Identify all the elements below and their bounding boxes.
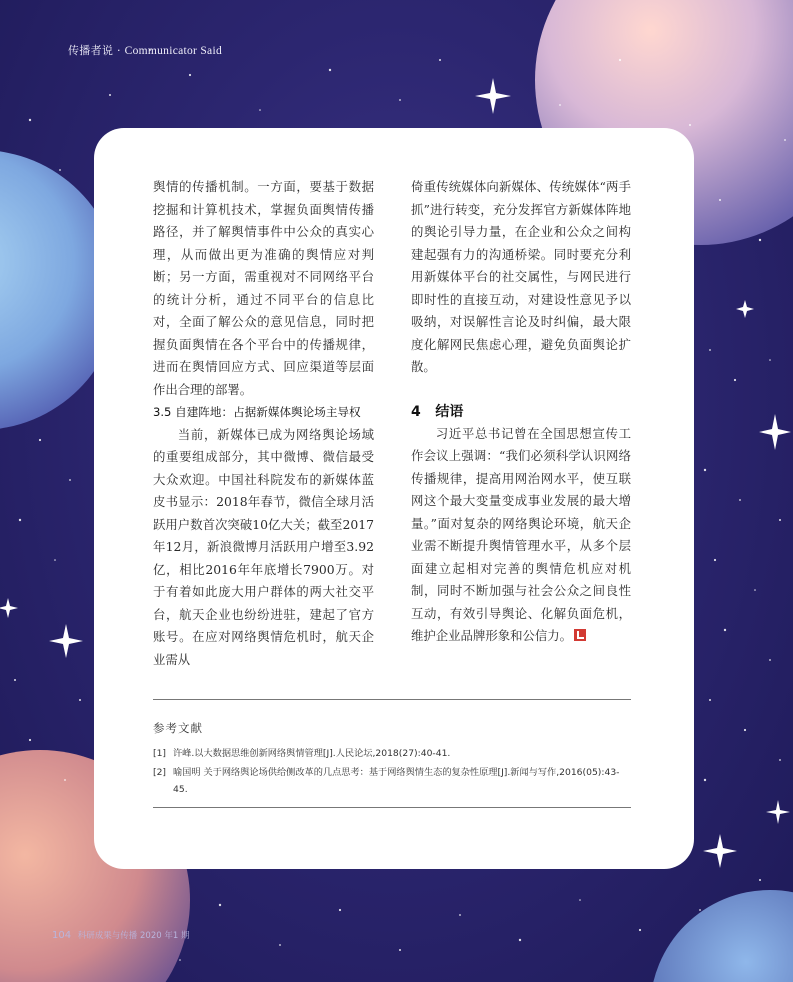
references-top-rule [153,699,631,700]
reference-item [153,745,631,762]
star-sparkle [49,624,83,658]
section-heading [411,401,631,423]
left-paragraph-1: 舆情的传播机制。一方面，要基于数据挖掘和计算机技术，掌握负面舆情传播路径，并了解舆情事件中公众的真实心理，从而做出更为准确的舆情应对判断；另一方面，需重视对不同网络平台的统计分析，通过不同平台的信息比对，全面了解公众的意见信息，同时把握负面舆情在各个平台中的传播规律，进而在舆情回应方式、回应渠道等层面作出合理的部署。 [153,179,374,397]
reference-number: [2] [153,767,167,778]
end-mark-icon [574,629,586,641]
star-sparkle [766,800,790,824]
journal-name: 科研成果与传播 2020 年1 期 [77,931,190,941]
reference-text: 许峰.以大数据思维创新网络舆情管理[J].人民论坛,2018(27):40-41. [173,748,451,759]
article-card [94,128,694,869]
references [153,720,631,800]
star-sparkle [759,414,791,450]
conclusion-text: 习近平总书记曾在全国思想宣传工作会议上强调：“我们必须科学认识网络传播规律，提高用网治网水平，使互联网这个最大变量变成事业发展的最大增量。”面对复杂的网络舆论环境，航天企业需不断提升舆情管理水平，从多个层面建立起相对完善的舆情危机应对机制，同时不断加强与社会公众之间良性互动，有效引导舆论、化解负面危机，维护企业品牌形象和公信力。 [411,425,631,643]
left-paragraph-2: 当前，新媒体已成为网络舆论场域的重要组成部分，其中微博、微信最受大众欢迎。中国社科院发布的新媒体蓝皮书显示：2018年春节，微信全球月活跃用户数首次突破10亿大关；截至2017年12月，新浪微博月活跃用户增至3.92亿，相比2016年年底增长7900万。对于有着如此庞大用户群体的两大社交平台，航天企业也纷纷进驻，建起了官方账号。在应对网络舆情危机时，航天企业需从 [153,426,374,667]
right-paragraph-2 [411,423,631,648]
star-sparkle [0,598,18,618]
section-title: 结语 [435,403,464,420]
reference-number: [1] [153,748,167,759]
planet-bottom-right [650,890,793,982]
left-column [153,176,374,671]
subsection-heading: 3.5 自建阵地：占据新媒体舆论场主导权 [153,405,361,419]
reference-item [153,764,631,798]
section-number: 4 [411,403,421,420]
running-footer [52,929,189,941]
star-sparkle [475,78,511,114]
page-number: 104 [52,930,72,941]
header-column-name: 传播者说 [68,44,114,57]
header-separator: · [117,44,121,57]
right-column [411,176,631,648]
references-title: 参考文献 [153,721,203,735]
star-sparkle [703,834,737,868]
references-bottom-rule [153,807,631,808]
running-header [68,42,222,58]
header-column-name-en: Communicator Said [124,45,223,57]
reference-text: 喻国明 关于网络舆论场供给侧改革的几点思考：基于网络舆情生态的复杂性原理[J].新闻与写作,2016(05):43-45. [173,767,620,795]
right-paragraph-1: 倚重传统媒体向新媒体、传统媒体“两手抓”进行转变，充分发挥官方新媒体阵地的舆论引导力量，在企业和公众之间构建起强有力的沟通桥梁。同时要充分利用新媒体平台的社交属性，与网民进行即时性的直接互动，对建设性意见予以吸纳，对误解性言论及时纠偏，最大限度化解网民焦虑心理，避免负面舆论扩散。 [411,179,631,374]
star-sparkle [736,300,754,318]
